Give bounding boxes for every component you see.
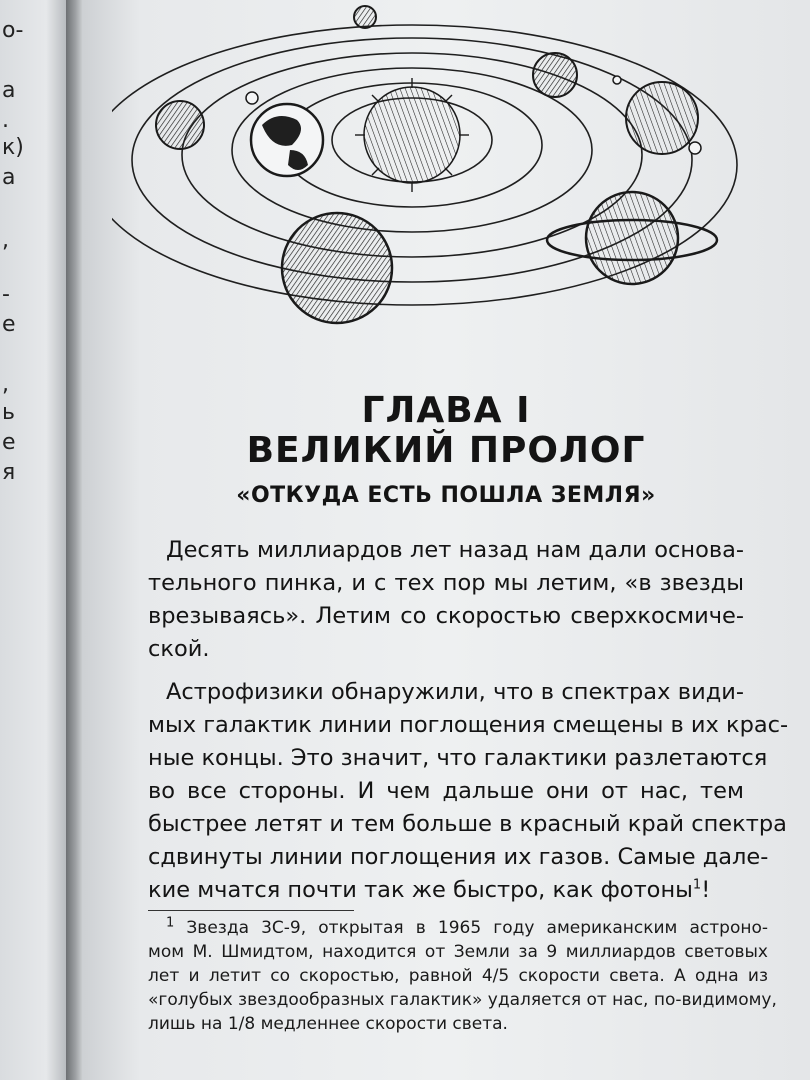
footnote-line: мом М. Шмидтом, находится от Земли за 9 миллиардов световых [148,942,768,962]
text-line: Астрофизики обнаружили, что в спектрах види- [166,679,744,705]
left-page-fragment: я [2,460,16,485]
planet-icon [533,53,577,97]
text-line: быстрее летят и тем больше в красный край спектра [148,811,787,837]
text-line: ные концы. Это значит, что галактики разлетаются [148,745,768,771]
left-page-fragment: ь [2,400,15,425]
text-line-with-footnote: кие мчатся почти так же быстро, как фотоны$^1$! [148,877,711,903]
footnote-line: «голубых звездообразных галактик» удаляется от нас, по-видимому, [148,990,777,1010]
left-page-fragment: е [2,312,16,337]
footnote-line: лет и летит со скоростью, равной 4/5 скорости света. А одна из [148,966,768,986]
text-line: кие мчатся почти так же быстро, как фотоны [148,877,693,903]
text-line: ской. [148,636,210,662]
planet-icon [626,82,698,154]
body-text [148,534,789,907]
left-page-fragment: а [2,165,16,190]
left-page-fragment: а [2,78,16,103]
text-line: Десять миллиардов лет назад нам дали основа- [166,537,744,563]
sun-icon [355,78,469,192]
chapter-title: ВЕЛИКИЙ ПРОЛОГ [246,430,646,471]
planet-icon [156,101,204,149]
earth-icon [251,104,323,176]
planet-icon [354,6,376,28]
left-page-fragment: о- [2,18,24,43]
text-line: сдвинуты линии поглощения их газов. Самые дале- [148,844,769,870]
left-page-fragment: , [2,372,9,397]
left-page-fragment: - [2,282,10,307]
planet-icon [282,213,392,323]
book-gutter [66,0,82,1080]
text-line: мых галактик линии поглощения смещены в их крас- [148,712,789,738]
text-line: во все стороны. И чем дальше они от нас, тем [148,778,744,804]
footnote-reference: 1 [692,877,702,893]
left-page-fragment: к) [2,135,24,160]
left-page-edge [0,0,66,1080]
left-page-fragment: . [2,108,9,133]
footnote-line [148,916,768,940]
footnote-marker: 1 [166,915,175,931]
left-page-fragment: е [2,430,16,455]
chapter-number: ГЛАВА I [361,390,531,431]
chapter-subtitle: «ОТКУДА ЕСТЬ ПОШЛА ЗЕМЛЯ» [236,483,656,508]
footnote [148,915,777,1036]
footnote-text: Звезда 3С-9, открытая в 1965 году американским астроно- [186,918,768,938]
solar-system-illustration [112,0,752,370]
footnote-divider [148,910,354,911]
ringed-planet-icon [547,192,717,284]
left-page-fragment: , [2,228,9,253]
text-line: тельного пинка, и с тех пор мы летим, «в звезды [148,570,744,596]
book-page [82,0,810,1080]
footnote-line: лишь на 1/8 медленнее скорости света. [148,1014,508,1034]
text-line: врезываясь». Летим со скоростью сверхкосмиче- [148,603,744,629]
